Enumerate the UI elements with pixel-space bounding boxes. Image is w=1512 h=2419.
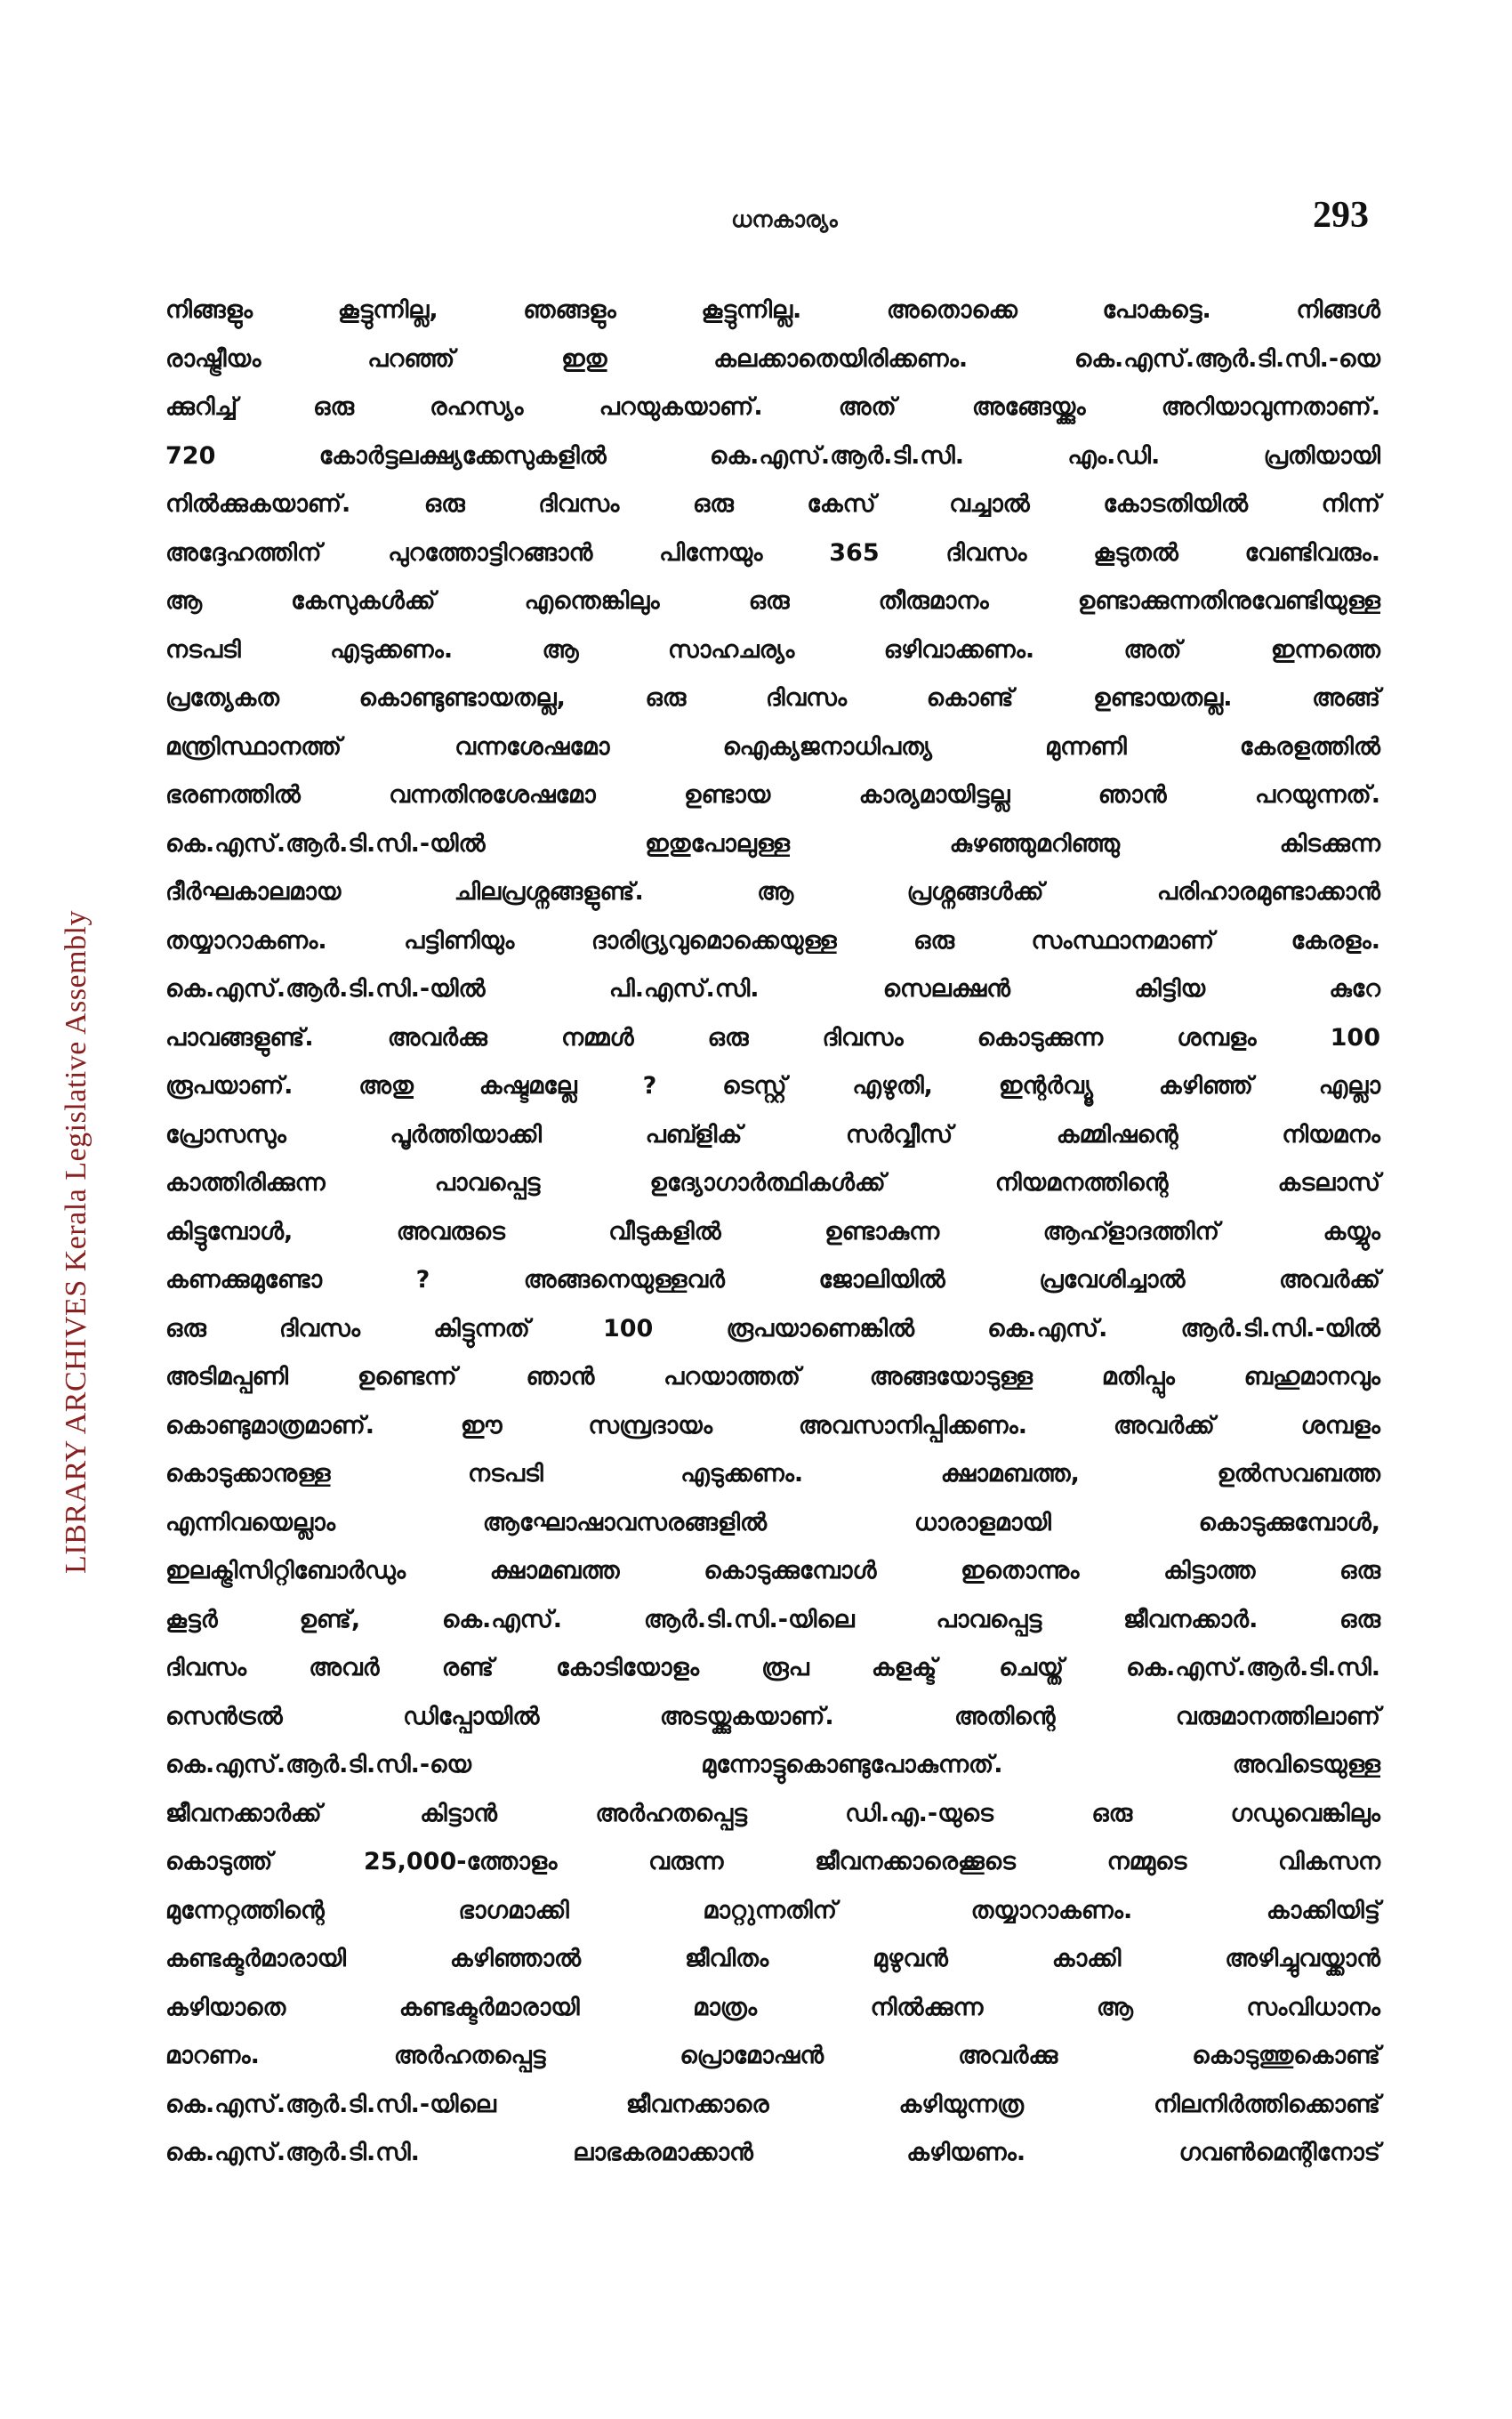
text-line: കെ.എസ്.ആർ.ടി.സി.-യെ മുന്നോട്ടുകൊണ്ടുപോകുന്നത്. അവിടെയുള്ള	[165, 1751, 1380, 1778]
text-line: അടിമപ്പണി ഉണ്ടെന്ന് ഞാൻ പറയാത്തത് അങ്ങയോടുള്ള മതിപ്പും ബഹുമാനവും	[165, 1363, 1380, 1391]
text-line: കാത്തിരിക്കുന്ന പാവപ്പെട്ട ഉദ്യോഗാർത്ഥികൾക്ക് നിയമനത്തിന്റെ കടലാസ്	[165, 1169, 1380, 1197]
text-line: പാവങ്ങളുണ്ട്. അവർക്കു നമ്മൾ ഒരു ദിവസം കൊടുക്കുന്ന ശമ്പളം 100	[165, 1023, 1380, 1052]
text-line: കഴിയാതെ കണ്ടക്ടർമാരായി മാത്രം നിൽക്കുന്ന ആ സംവിധാനം	[165, 1993, 1380, 2021]
text-line: രാഷ്ട്രീയം പറഞ്ഞ് ഇതു കലക്കാതെയിരിക്കണം. കെ.എസ്.ആർ.ടി.സി.-യെ	[165, 344, 1380, 373]
text-line: 720 കോർട്ടലക്ഷ്യക്കേസുകളിൽ കെ.എസ്.ആർ.ടി.സി. എം.ഡി. പ്രതിയായി	[165, 441, 1380, 470]
text-line: സെൻട്രൽ ഡിപ്പോയിൽ അടയ്ക്കുകയാണ്. അതിന്റെ വരുമാനത്തിലാണ്	[165, 1702, 1380, 1730]
text-line: ഒരു ദിവസം കിട്ടുന്നത് 100 രൂപയാണെങ്കിൽ കെ.എസ്. ആർ.ടി.സി.-യിൽ	[165, 1314, 1380, 1343]
text-line: കെ.എസ്.ആർ.ടി.സി.-യിൽ പി.എസ്.സി. സെലക്ഷൻ കിട്ടിയ കുറേ	[165, 975, 1380, 1003]
text-line: പ്രത്യേകത കൊണ്ടുണ്ടായതല്ല, ഒരു ദിവസം കൊണ്ട് ഉണ്ടായതല്ല. അങ്ങ്	[165, 684, 1380, 712]
text-line: ദീർഘകാലമായ ചിലപ്രശ്നങ്ങളുണ്ട്. ആ പ്രശ്നങ്ങൾക്ക് പരിഹാരമുണ്ടാക്കാൻ	[165, 878, 1380, 906]
text-line: കൊടുക്കാനുള്ള നടപടി എടുക്കണം. ക്ഷാമബത്ത, ഉൽസവബത്ത	[165, 1460, 1380, 1488]
text-line: പ്രോസസും പൂർത്തിയാക്കി പബ്ളിക് സർവ്വീസ് കമ്മിഷന്റെ നിയമനം	[165, 1120, 1380, 1149]
text-line: കണക്കുമുണ്ടോ ? അങ്ങനെയുള്ളവർ ജോലിയിൽ പ്രവേശിച്ചാൽ അവർക്ക്	[165, 1266, 1380, 1294]
text-line: കൂട്ടർ ഉണ്ട്, കെ.എസ്. ആർ.ടി.സി.-യിലെ പാവപ്പെട്ട ജീവനക്കാർ. ഒരു	[165, 1605, 1380, 1633]
text-line: കെ.എസ്.ആർ.ടി.സി.-യിൽ ഇതുപോലുള്ള കുഴഞ്ഞുമറിഞ്ഞു കിടക്കുന്ന	[165, 829, 1380, 858]
text-line: നിൽക്കുകയാണ്. ഒരു ദിവസം ഒരു കേസ് വച്ചാൽ കോടതിയിൽ നിന്ന്	[165, 490, 1380, 518]
library-archives-watermark: LIBRARY ARCHIVES Kerala Legislative Assembly	[60, 909, 92, 1575]
text-line: ഭരണത്തിൽ വന്നതിനുശേഷമോ ഉണ്ടായ കാര്യമായിട്ടല്ല ഞാൻ പറയുന്നത്.	[165, 781, 1380, 809]
text-line: മുന്നേറ്റത്തിന്റെ ഭാഗമാക്കി മാറ്റുന്നതിന് തയ്യാറാകണം. കാക്കിയിട്ട്	[165, 1896, 1380, 1924]
text-line: കെ.എസ്.ആർ.ടി.സി.-യിലെ ജീവനക്കാരെ കഴിയുന്നത്ര നിലനിർത്തിക്കൊണ്ട്	[165, 2090, 1380, 2118]
text-line: മാറണം. അർഹതപ്പെട്ട പ്രൊമോഷൻ അവർക്കു കൊടുത്തുകൊണ്ട്	[165, 2042, 1380, 2069]
text-line: ആ കേസുകൾക്ക് എന്തെങ്കിലും ഒരു തീരുമാനം ഉണ്ടാക്കുന്നതിനുവേണ്ടിയുള്ള	[165, 587, 1380, 615]
running-head: ധനകാര്യം	[731, 206, 838, 232]
body-text	[165, 286, 1380, 2178]
text-line: തയ്യാറാകണം. പട്ടിണിയും ദാരിദ്ര്യവുമൊക്കെയുള്ള ഒരു സംസ്ഥാനമാണ് കേരളം.	[165, 926, 1380, 955]
text-line: മന്ത്രിസ്ഥാനത്ത് വന്നശേഷമോ ഐക്യജനാധിപത്യ മുന്നണി കേരളത്തിൽ	[165, 732, 1380, 761]
text-line: കിട്ടുമ്പോൾ, അവരുടെ വീടുകളിൽ ഉണ്ടാകുന്ന ആഹ്ളാദത്തിന് കയ്യും	[165, 1217, 1380, 1246]
text-line: ക്കുറിച്ച് ഒരു രഹസ്യം പറയുകയാണ്. അത് അങ്ങേയ്ക്കും അറിയാവുന്നതാണ്.	[165, 393, 1380, 421]
text-line: നിങ്ങളും കൂട്ടുന്നില്ല, ഞങ്ങളും കൂട്ടുന്നില്ല. അതൊക്കെ പോകട്ടെ. നിങ്ങൾ	[165, 296, 1380, 324]
text-line: കൊടുത്ത് 25,000-ത്തോളം വരുന്ന ജീവനക്കാരെക്കൂടെ നമ്മുടെ വികസന	[165, 1848, 1380, 1875]
text-line: എന്നിവയെല്ലാം ആഘോഷാവസരങ്ങളിൽ ധാരാളമായി കൊടുക്കുമ്പോൾ,	[165, 1508, 1380, 1536]
text-line: ജീവനക്കാർക്ക് കിട്ടാൻ അർഹതപ്പെട്ട ഡി.എ.-യുടെ ഒരു ഗഡുവെങ്കിലും	[165, 1799, 1380, 1827]
text-line: ഇലക്ട്രിസിറ്റിബോർഡും ക്ഷാമബത്ത കൊടുക്കുമ്പോൾ ഇതൊന്നും കിട്ടാത്ത ഒരു	[165, 1557, 1380, 1584]
text-line: അദ്ദേഹത്തിന് പുറത്തോട്ടിറങ്ങാൻ പിന്നേയും 365 ദിവസം കൂടുതൽ വേണ്ടിവരും.	[165, 538, 1380, 567]
text-line: ദിവസം അവർ രണ്ട് കോടിയോളം രൂപ കളക്ട് ചെയ്ത് കെ.എസ്.ആർ.ടി.സി.	[165, 1654, 1380, 1681]
text-line: കണ്ടക്ടർമാരായി കഴിഞ്ഞാൽ ജീവിതം മുഴുവൻ കാക്കി അഴിച്ചുവയ്ക്കാൻ	[165, 1945, 1380, 1972]
text-line: രൂപയാണ്. അതു കഷ്ടമല്ലേ ? ടെസ്റ്റ് എഴുതി, ഇന്റർവ്യൂ കഴിഞ്ഞ് എല്ലാ	[165, 1072, 1380, 1100]
text-line: കെ.എസ്.ആർ.ടി.സി. ലാഭകരമാക്കാൻ കഴിയണം. ഗവൺമെന്റിനോട്	[165, 2139, 1380, 2166]
page-number: 293	[1313, 195, 1369, 236]
text-line: നടപടി എടുക്കണം. ആ സാഹചര്യം ഒഴിവാക്കണം. അത് ഇന്നത്തെ	[165, 635, 1380, 664]
text-line: കൊണ്ടുമാത്രമാണ്. ഈ സമ്പ്രദായം അവസാനിപ്പിക്കണം. അവർക്ക് ശമ്പളം	[165, 1411, 1380, 1439]
